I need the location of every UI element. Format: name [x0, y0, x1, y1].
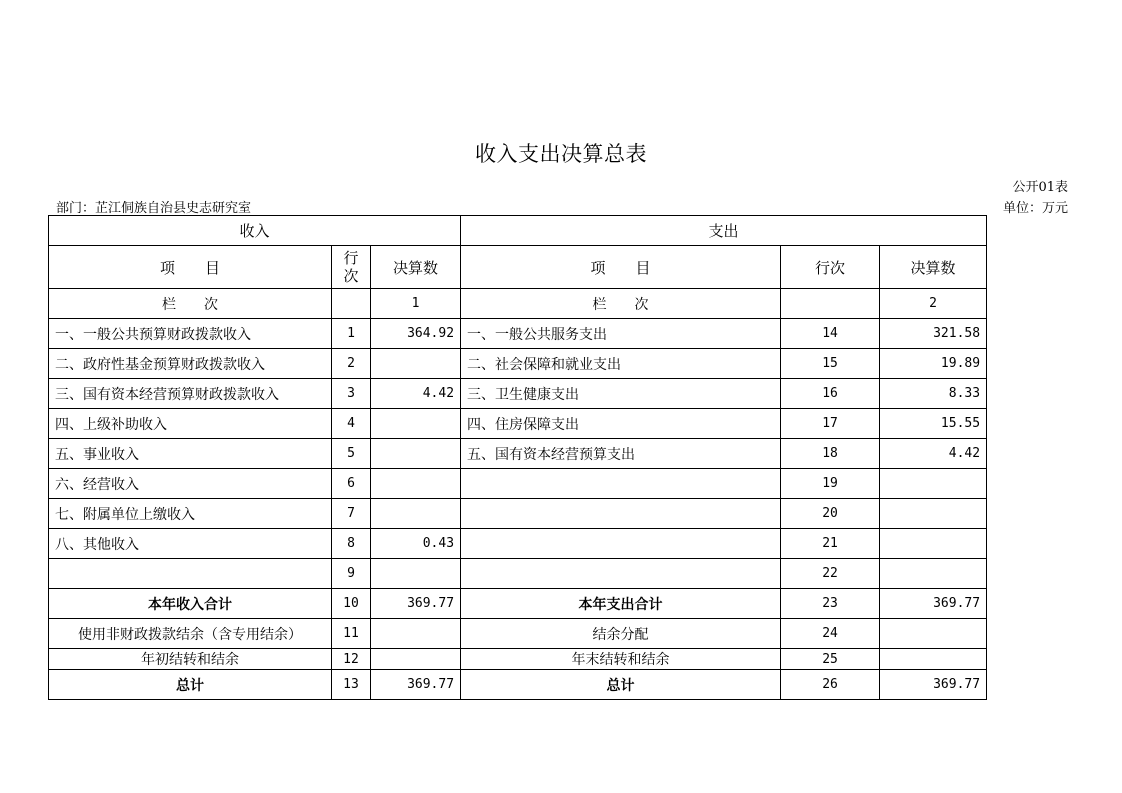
expense-row-no-header: 行次 — [781, 246, 880, 289]
income-amount-cell — [371, 439, 461, 469]
income-row-no-cell: 12 — [332, 649, 371, 670]
department-label: 部门：芷江侗族自治县史志研究室 — [56, 201, 252, 216]
income-item-cell: 年初结转和结余 — [49, 649, 332, 670]
income-row-no-cell: 1 — [332, 319, 371, 349]
expense-row-no-cell: 18 — [781, 439, 880, 469]
expense-amount-cell: 19.89 — [880, 349, 987, 379]
income-amount-header: 决算数 — [371, 246, 461, 289]
income-amount-cell — [371, 469, 461, 499]
page-title: 收入支出决算总表 — [475, 142, 647, 166]
income-row-no-cell: 11 — [332, 619, 371, 649]
income-item-cell: 二、政府性基金预算财政拨款收入 — [49, 349, 332, 379]
table-row — [49, 529, 987, 559]
expense-row-no-cell: 24 — [781, 619, 880, 649]
table-row — [49, 409, 987, 439]
income-expense-table — [48, 215, 987, 700]
income-row-no-cell: 3 — [332, 379, 371, 409]
expense-amount-cell: 15.55 — [880, 409, 987, 439]
expense-row-no-cell: 21 — [781, 529, 880, 559]
income-item-cell: 使用非财政拨款结余（含专用结余） — [49, 619, 332, 649]
expense-amount-cell — [880, 619, 987, 649]
income-row-no-cell: 6 — [332, 469, 371, 499]
expense-amount-cell — [880, 529, 987, 559]
table-row — [49, 349, 987, 379]
expense-amount-cell: 321.58 — [880, 319, 987, 349]
income-row-no-cell: 7 — [332, 499, 371, 529]
expense-amount-header: 决算数 — [880, 246, 987, 289]
income-item-cell: 四、上级补助收入 — [49, 409, 332, 439]
expense-row-no-cell: 26 — [781, 670, 880, 700]
income-row-no-cell: 9 — [332, 559, 371, 589]
expense-item-header: 项 目 — [461, 246, 781, 289]
expense-item-cell — [461, 499, 781, 529]
income-column-number: 1 — [371, 289, 461, 319]
table-row — [49, 379, 987, 409]
expense-item-cell: 本年支出合计 — [461, 589, 781, 619]
expense-item-cell: 总计 — [461, 670, 781, 700]
expense-column-number: 2 — [880, 289, 987, 319]
income-row-no-cell: 4 — [332, 409, 371, 439]
income-row-no-cell: 8 — [332, 529, 371, 559]
expense-amount-cell — [880, 649, 987, 670]
table-row — [49, 499, 987, 529]
income-item-cell: 三、国有资本经营预算财政拨款收入 — [49, 379, 332, 409]
expense-amount-cell: 8.33 — [880, 379, 987, 409]
table-row — [49, 319, 987, 349]
income-amount-cell: 4.42 — [371, 379, 461, 409]
income-amount-cell — [371, 409, 461, 439]
income-row-no-header: 行 次 — [332, 246, 371, 289]
income-amount-cell — [371, 619, 461, 649]
income-item-cell: 八、其他收入 — [49, 529, 332, 559]
expense-item-cell: 一、一般公共服务支出 — [461, 319, 781, 349]
expense-item-cell — [461, 529, 781, 559]
expense-column-blank — [781, 289, 880, 319]
income-item-cell: 六、经营收入 — [49, 469, 332, 499]
income-item-cell: 七、附属单位上缴收入 — [49, 499, 332, 529]
table-row — [49, 439, 987, 469]
expense-section-header: 支出 — [461, 216, 987, 246]
expense-item-cell: 年末结转和结余 — [461, 649, 781, 670]
income-row-no-cell: 2 — [332, 349, 371, 379]
balance-carry-row — [49, 649, 987, 670]
income-amount-cell — [371, 559, 461, 589]
expense-item-cell: 结余分配 — [461, 619, 781, 649]
income-column-label: 栏 次 — [49, 289, 332, 319]
income-amount-cell — [371, 349, 461, 379]
income-amount-cell: 364.92 — [371, 319, 461, 349]
income-item-cell — [49, 559, 332, 589]
income-row-no-cell: 10 — [332, 589, 371, 619]
expense-row-no-cell: 15 — [781, 349, 880, 379]
expense-item-cell: 四、住房保障支出 — [461, 409, 781, 439]
expense-item-cell — [461, 469, 781, 499]
form-number: 公开01表 — [1012, 180, 1068, 195]
income-item-cell: 五、事业收入 — [49, 439, 332, 469]
expense-row-no-cell: 14 — [781, 319, 880, 349]
income-amount-cell: 369.77 — [371, 589, 461, 619]
income-item-cell: 一、一般公共预算财政拨款收入 — [49, 319, 332, 349]
table-row — [49, 559, 987, 589]
expense-amount-cell — [880, 559, 987, 589]
income-item-cell: 本年收入合计 — [49, 589, 332, 619]
income-item-header: 项 目 — [49, 246, 332, 289]
income-amount-cell — [371, 649, 461, 670]
expense-item-cell: 五、国有资本经营预算支出 — [461, 439, 781, 469]
expense-amount-cell — [880, 469, 987, 499]
income-item-cell: 总计 — [49, 670, 332, 700]
year-total-row — [49, 589, 987, 619]
expense-row-no-cell: 19 — [781, 469, 880, 499]
expense-row-no-cell: 22 — [781, 559, 880, 589]
expense-column-label: 栏 次 — [461, 289, 781, 319]
balance-use-row — [49, 619, 987, 649]
expense-row-no-cell: 20 — [781, 499, 880, 529]
expense-amount-cell: 369.77 — [880, 589, 987, 619]
income-amount-cell — [371, 499, 461, 529]
expense-amount-cell: 4.42 — [880, 439, 987, 469]
expense-item-cell: 三、卫生健康支出 — [461, 379, 781, 409]
grand-total-row — [49, 670, 987, 700]
expense-amount-cell — [880, 499, 987, 529]
expense-amount-cell: 369.77 — [880, 670, 987, 700]
expense-item-cell — [461, 559, 781, 589]
income-amount-cell: 0.43 — [371, 529, 461, 559]
expense-item-cell: 二、社会保障和就业支出 — [461, 349, 781, 379]
table-row — [49, 469, 987, 499]
income-column-blank — [332, 289, 371, 319]
unit-label: 单位：万元 — [1002, 201, 1068, 216]
expense-row-no-cell: 16 — [781, 379, 880, 409]
income-section-header: 收入 — [49, 216, 461, 246]
expense-row-no-cell: 17 — [781, 409, 880, 439]
income-row-no-cell: 5 — [332, 439, 371, 469]
expense-row-no-cell: 23 — [781, 589, 880, 619]
income-amount-cell: 369.77 — [371, 670, 461, 700]
income-row-no-cell: 13 — [332, 670, 371, 700]
expense-row-no-cell: 25 — [781, 649, 880, 670]
